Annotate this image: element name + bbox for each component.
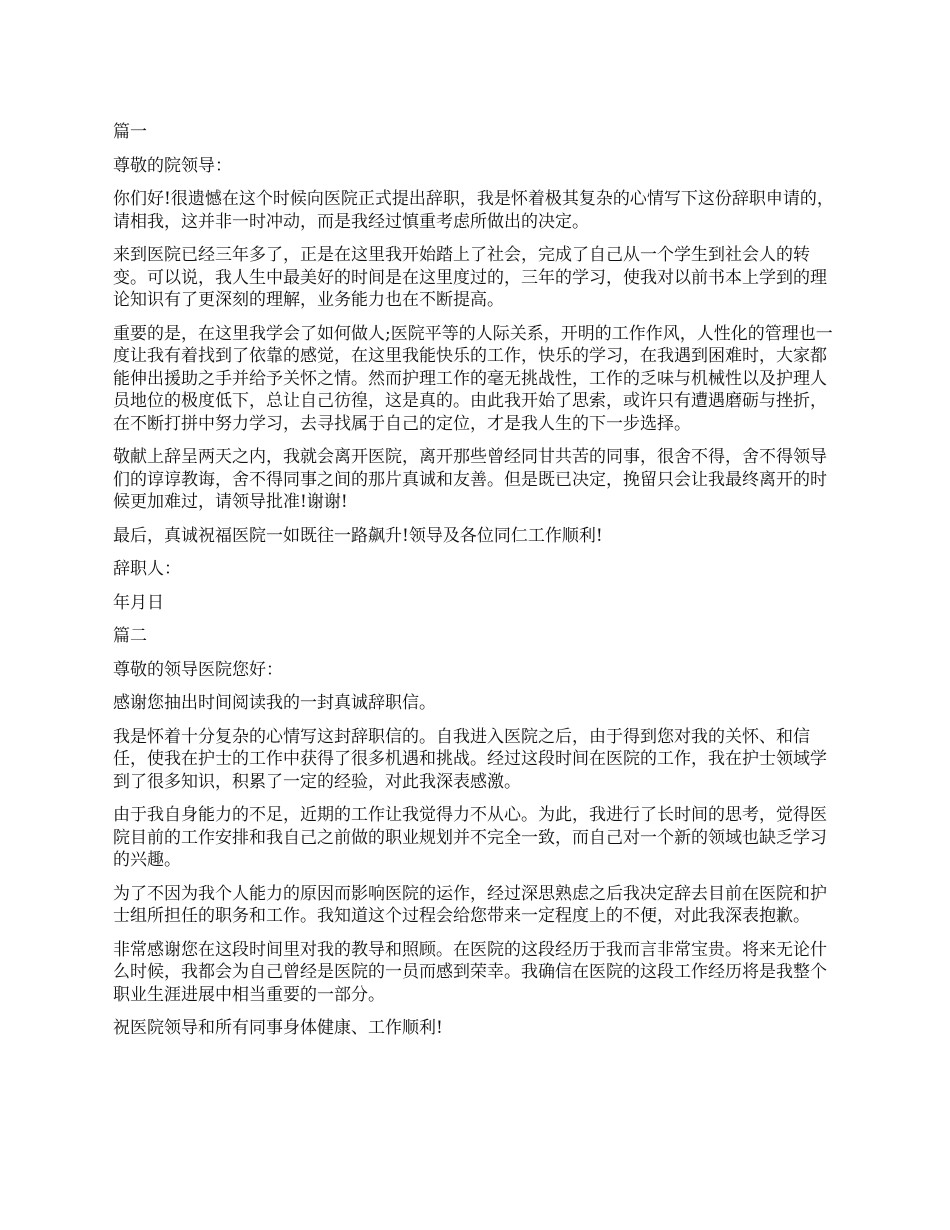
body-paragraph: 感谢您抽出时间阅读我的一封真诚辞职信。 bbox=[113, 693, 436, 713]
section-heading-1: 篇一 bbox=[113, 122, 147, 142]
section-heading-2: 篇二 bbox=[113, 626, 147, 646]
body-paragraph: 为了不因为我个人能力的原因而影响医院的运作，经过深思熟虑之后我决定辞去目前在医院和护士组所担任的职务和工作。我知道这个过程会给您带来一定程度上的不便，对此我深表抱歉。 bbox=[113, 883, 827, 926]
body-paragraph: 敬献上辞呈两天之内，我就会离开医院，离开那些曾经同甘共苦的同事，很舍不得，舍不得领导们的谆谆教诲，舍不得同事之间的那片真诚和友善。但是既已决定，挽留只会让我最终离开的时候更加难过，请领导批准!谢谢! bbox=[113, 447, 827, 512]
signature-label: 辞职人： bbox=[113, 559, 181, 579]
closing-wish-1: 最后，真诚祝福医院一如既往一路飙升!领导及各位同仁工作顺利! bbox=[113, 525, 603, 546]
body-paragraph: 非常感谢您在这段时间里对我的教导和照顾。在医院的这段经历于我而言非常宝贵。将来无论什么时候，我都会为自己曾经是医院的一员而感到荣幸。我确信在医院的这段工作经历将是我整个职业生涯进展中相当重要的一部分。 bbox=[113, 939, 827, 1005]
document-page bbox=[113, 121, 843, 1051]
date-line: 年月日 bbox=[113, 592, 164, 613]
closing-wish-2: 祝医院领导和所有同事身体健康、工作顺利! bbox=[113, 1018, 443, 1038]
body-paragraph: 来到医院已经三年多了，正是在这里我开始踏上了社会，完成了自己从一个学生到社会人的转变。可以说，我人生中最美好的时间是在这里度过的，三年的学习，使我对以前书本上学到的理论知识有了更深刻的理解，业务能力也在不断提高。 bbox=[113, 245, 827, 310]
salutation-1: 尊敬的院领导： bbox=[113, 155, 232, 176]
body-paragraph: 重要的是，在这里我学会了如何做人;医院平等的人际关系，开明的工作作风，人性化的管理也一度让我有着找到了依靠的感觉，在这里我能快乐的工作，快乐的学习，在我遇到困难时，大家都能伸出援助之手并给予关怀之情。然而护理工作的毫无挑战性，工作的乏味与机械性以及护理人员地位的极度低下，总让自己彷徨，这是真的。由此我开始了思索，或许只有遭遇磨砺与挫折，在不断打拼中努力学习，去寻找属于自己的定位，才是我人生的下一步选择。 bbox=[113, 323, 833, 434]
body-paragraph: 我是怀着十分复杂的心情写这封辞职信的。自我进入医院之后，由于得到您对我的关怀、和信任，使我在护士的工作中获得了很多机遇和挑战。经过这段时间在医院的工作，我在护士领域学到了很多知识，积累了一定的经验，对此我深表感激。 bbox=[113, 726, 827, 792]
body-paragraph: 由于我自身能力的不足，近期的工作让我觉得力不从心。为此，我进行了长时间的思考，觉得医院目前的工作安排和我自己之前做的职业规划并不完全一致，而自己对一个新的领域也缺乏学习的兴趣。 bbox=[113, 805, 827, 870]
salutation-2: 尊敬的领导医院您好： bbox=[113, 659, 283, 680]
body-paragraph: 你们好!很遗憾在这个时候向医院正式提出辞职，我是怀着极其复杂的心情写下这份辞职申请的，请相我，这并非一时冲动，而是我经过慎重考虑所做出的决定。 bbox=[113, 189, 834, 232]
